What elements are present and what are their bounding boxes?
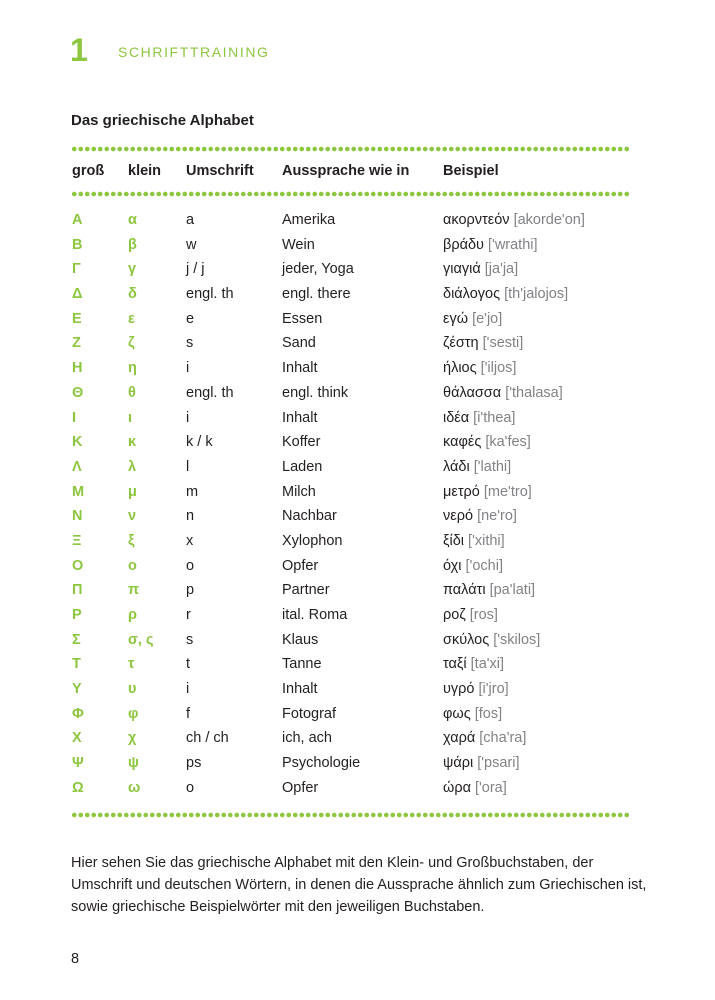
letter-upper: Η xyxy=(72,360,83,377)
greek-word: χαρά xyxy=(443,730,476,747)
table-row xyxy=(0,554,715,579)
letter-lower: δ xyxy=(128,286,137,303)
letter-upper: Π xyxy=(72,582,83,599)
phonetic-transcription: ['wrathi] xyxy=(488,236,538,253)
greek-word: νερό xyxy=(443,508,474,525)
pronunciation-example: Inhalt xyxy=(282,360,318,377)
greek-example xyxy=(443,726,526,751)
greek-example xyxy=(443,331,523,356)
table-row xyxy=(0,381,715,406)
pronunciation-example: Inhalt xyxy=(282,681,318,698)
greek-example xyxy=(443,628,540,653)
letter-upper: Ι xyxy=(72,409,77,426)
letter-upper: Γ xyxy=(72,261,81,278)
pronunciation-example: Klaus xyxy=(282,631,319,648)
table-row xyxy=(0,430,715,455)
letter-lower: ξ xyxy=(128,532,135,549)
phonetic-transcription: ['psari] xyxy=(477,755,520,772)
greek-example xyxy=(443,208,585,233)
greek-word: γιαγιά xyxy=(443,261,481,278)
transliteration: ch / ch xyxy=(186,730,229,747)
column-header-lower: klein xyxy=(128,163,162,179)
chapter-number: 1 xyxy=(70,32,88,68)
letter-upper: Ξ xyxy=(72,532,82,549)
letter-lower: π xyxy=(128,582,140,599)
greek-example xyxy=(443,578,535,603)
letter-upper: Δ xyxy=(72,286,83,303)
pronunciation-example: Inhalt xyxy=(282,409,318,426)
phonetic-transcription: [ja'ja] xyxy=(484,261,519,278)
pronunciation-example: Milch xyxy=(282,483,316,500)
letter-lower: ρ xyxy=(128,607,137,623)
letter-lower: κ xyxy=(128,434,137,451)
transliteration: l xyxy=(186,458,190,475)
pronunciation-example: Opfer xyxy=(282,779,319,796)
page-number: 8 xyxy=(71,951,80,967)
table-row xyxy=(0,455,715,480)
pronunciation-example: Koffer xyxy=(282,434,321,451)
greek-example xyxy=(443,430,531,455)
letter-upper: Β xyxy=(72,236,83,253)
greek-word: ροζ xyxy=(443,607,466,623)
pronunciation-example: Partner xyxy=(282,582,330,599)
transliteration: e xyxy=(186,310,195,327)
table-row xyxy=(0,529,715,554)
table-row xyxy=(0,751,715,776)
phonetic-transcription: [cha'ra] xyxy=(479,730,527,747)
greek-word: υγρό xyxy=(443,681,475,698)
greek-word: βράδυ xyxy=(443,236,484,253)
transliteration: engl. th xyxy=(186,286,234,303)
transliteration: r xyxy=(186,607,191,623)
phonetic-transcription: [i'jro] xyxy=(478,681,509,698)
greek-word: καφές xyxy=(443,434,482,451)
table-row xyxy=(0,628,715,653)
transliteration: s xyxy=(186,335,194,352)
pronunciation-example: ital. Roma xyxy=(282,607,348,623)
pronunciation-example: Amerika xyxy=(282,212,336,228)
greek-example xyxy=(443,233,538,258)
letter-upper: Κ xyxy=(72,434,83,451)
letter-upper: Ν xyxy=(72,508,83,525)
greek-example xyxy=(443,381,563,406)
table-row xyxy=(0,702,715,727)
greek-word: λάδι xyxy=(443,458,470,475)
transliteration: engl. th xyxy=(186,384,234,401)
table-row xyxy=(0,578,715,603)
dotted-divider-header xyxy=(71,191,631,197)
column-header-pronunciation: Aussprache wie in xyxy=(282,163,410,179)
section-title: Das griechische Alphabet xyxy=(71,112,254,129)
transliteration: p xyxy=(186,582,195,599)
letter-upper: Θ xyxy=(72,384,84,401)
pronunciation-example: jeder, Yoga xyxy=(282,261,354,278)
transliteration: m xyxy=(186,483,199,500)
greek-example xyxy=(443,282,568,307)
letter-upper: Μ xyxy=(72,483,85,500)
letter-upper: Ρ xyxy=(72,607,82,623)
greek-word: ώρα xyxy=(443,779,471,796)
transliteration: f xyxy=(186,705,191,722)
letter-lower: ι xyxy=(128,409,133,426)
greek-example xyxy=(443,257,518,282)
table-row xyxy=(0,208,715,233)
transliteration: n xyxy=(186,508,195,525)
table-row xyxy=(0,282,715,307)
letter-lower: λ xyxy=(128,458,137,475)
table-row xyxy=(0,331,715,356)
pronunciation-example: engl. there xyxy=(282,286,351,303)
pronunciation-example: Wein xyxy=(282,236,315,253)
phonetic-transcription: ['skilos] xyxy=(493,631,541,648)
pronunciation-example: Opfer xyxy=(282,557,319,574)
letter-lower: φ xyxy=(128,705,139,722)
greek-word: ζέστη xyxy=(443,335,479,352)
phonetic-transcription: [akorde'on] xyxy=(513,212,585,228)
table-row xyxy=(0,603,715,628)
greek-example xyxy=(443,652,504,677)
transliteration: a xyxy=(186,212,195,228)
greek-example xyxy=(443,677,509,702)
phonetic-transcription: ['thalasa] xyxy=(505,384,563,401)
table-row xyxy=(0,307,715,332)
phonetic-transcription: ['xithi] xyxy=(468,532,505,549)
column-header-upper: groß xyxy=(72,163,105,179)
greek-example xyxy=(443,455,511,480)
greek-word: ήλιος xyxy=(443,360,477,377)
letter-upper: Ε xyxy=(72,310,82,327)
phonetic-transcription: [e'jo] xyxy=(472,310,503,327)
letter-lower: ε xyxy=(128,310,135,327)
letter-upper: Τ xyxy=(72,656,81,673)
pronunciation-example: Sand xyxy=(282,335,316,352)
transliteration: j / j xyxy=(186,261,205,278)
phonetic-transcription: ['ora] xyxy=(474,779,507,796)
greek-example xyxy=(443,356,516,381)
greek-word: ψάρι xyxy=(443,755,474,772)
transliteration: w xyxy=(186,236,197,253)
letter-upper: Ω xyxy=(72,779,84,796)
phonetic-transcription: [th'jalojos] xyxy=(504,286,569,303)
pronunciation-example: Fotograf xyxy=(282,705,336,722)
greek-example xyxy=(443,702,502,727)
transliteration: t xyxy=(186,656,191,673)
letter-upper: Λ xyxy=(72,458,82,475)
table-row xyxy=(0,257,715,282)
letter-upper: Α xyxy=(72,212,83,228)
letter-lower: β xyxy=(128,236,137,253)
table-row xyxy=(0,480,715,505)
column-header-example: Beispiel xyxy=(443,163,499,179)
table-header xyxy=(0,163,715,183)
letter-lower: σ, ς xyxy=(128,631,154,648)
phonetic-transcription: [ta'xi] xyxy=(470,656,505,673)
letter-upper: Υ xyxy=(72,681,82,698)
phonetic-transcription: [ka'fes] xyxy=(485,434,531,451)
phonetic-transcription: ['lathi] xyxy=(473,458,512,475)
letter-upper: Σ xyxy=(72,631,81,648)
greek-example xyxy=(443,480,532,505)
greek-example xyxy=(443,307,502,332)
greek-word: φως xyxy=(443,705,471,722)
chapter-title: SCHRIFTTRAINING xyxy=(118,44,270,60)
letter-lower: ν xyxy=(128,508,137,525)
transliteration: s xyxy=(186,631,194,648)
alphabet-table xyxy=(0,208,715,801)
pronunciation-example: Nachbar xyxy=(282,508,337,525)
transliteration: i xyxy=(186,681,190,698)
table-row xyxy=(0,504,715,529)
transliteration: o xyxy=(186,557,195,574)
phonetic-transcription: [ne'ro] xyxy=(477,508,517,525)
phonetic-transcription: [me'tro] xyxy=(483,483,532,500)
column-header-transliteration: Umschrift xyxy=(186,163,254,179)
pronunciation-example: Xylophon xyxy=(282,532,343,549)
letter-upper: Ο xyxy=(72,557,84,574)
phonetic-transcription: [fos] xyxy=(474,705,503,722)
letter-lower: α xyxy=(128,212,137,228)
pronunciation-example: Essen xyxy=(282,310,323,327)
dotted-divider-top xyxy=(71,146,631,152)
pronunciation-example: ich, ach xyxy=(282,730,332,747)
letter-upper: Ψ xyxy=(72,755,84,772)
pronunciation-example: engl. think xyxy=(282,384,349,401)
table-row xyxy=(0,726,715,751)
phonetic-transcription: ['sesti] xyxy=(482,335,524,352)
greek-example xyxy=(443,554,503,579)
letter-upper: Χ xyxy=(72,730,82,747)
greek-example xyxy=(443,603,498,628)
letter-lower: η xyxy=(128,360,137,377)
pronunciation-example: Psychologie xyxy=(282,755,361,772)
letter-lower: τ xyxy=(128,656,135,673)
table-row xyxy=(0,233,715,258)
greek-word: όχι xyxy=(443,557,462,574)
transliteration: x xyxy=(186,532,194,549)
greek-example xyxy=(443,776,507,801)
transliteration: k / k xyxy=(186,434,213,451)
letter-lower: ω xyxy=(128,779,141,796)
phonetic-transcription: [i'thea] xyxy=(473,409,516,426)
description-paragraph: Hier sehen Sie das griechische Alphabet mit den Klein- und Großbuchstaben, der Umschrift und deutschen Wörtern, in denen die Aussprache ähnlich zum Griechischen ist, sowie griechische Beispielwörter mit den jeweiligen Buchstaben. xyxy=(71,855,647,915)
table-row xyxy=(0,406,715,431)
dotted-divider-bottom xyxy=(71,812,631,818)
greek-word: ιδέα xyxy=(443,409,470,426)
greek-word: μετρό xyxy=(443,483,480,500)
greek-example xyxy=(443,504,517,529)
transliteration: o xyxy=(186,779,195,796)
pronunciation-example: Tanne xyxy=(282,656,322,673)
table-row xyxy=(0,356,715,381)
letter-lower: χ xyxy=(128,730,137,747)
greek-example xyxy=(443,751,520,776)
greek-word: ταξί xyxy=(443,656,467,673)
greek-word: διάλογος xyxy=(443,286,501,303)
greek-word: θάλασσα xyxy=(443,384,502,401)
pronunciation-example: Laden xyxy=(282,458,323,475)
phonetic-transcription: [pa'lati] xyxy=(489,582,536,599)
transliteration: i xyxy=(186,360,190,377)
transliteration: ps xyxy=(186,755,202,772)
greek-word: παλάτι xyxy=(443,582,486,599)
greek-example xyxy=(443,406,515,431)
letter-lower: ψ xyxy=(128,755,139,772)
letter-upper: Φ xyxy=(72,705,84,722)
table-row xyxy=(0,776,715,801)
letter-lower: ο xyxy=(128,557,137,574)
greek-word: ακορντεόν xyxy=(443,212,510,228)
phonetic-transcription: [ros] xyxy=(469,607,498,623)
greek-example xyxy=(443,529,505,554)
table-row xyxy=(0,677,715,702)
letter-lower: θ xyxy=(128,384,136,401)
letter-lower: μ xyxy=(128,483,137,500)
phonetic-transcription: ['ochi] xyxy=(465,557,503,574)
table-row xyxy=(0,652,715,677)
letter-lower: γ xyxy=(128,261,137,278)
letter-upper: Ζ xyxy=(72,335,81,352)
greek-word: εγώ xyxy=(443,310,469,327)
phonetic-transcription: ['iljos] xyxy=(480,360,517,377)
transliteration: i xyxy=(186,409,190,426)
letter-lower: ζ xyxy=(128,335,135,352)
letter-lower: υ xyxy=(128,681,137,698)
greek-word: σκύλος xyxy=(443,631,490,648)
greek-word: ξίδι xyxy=(443,532,465,549)
